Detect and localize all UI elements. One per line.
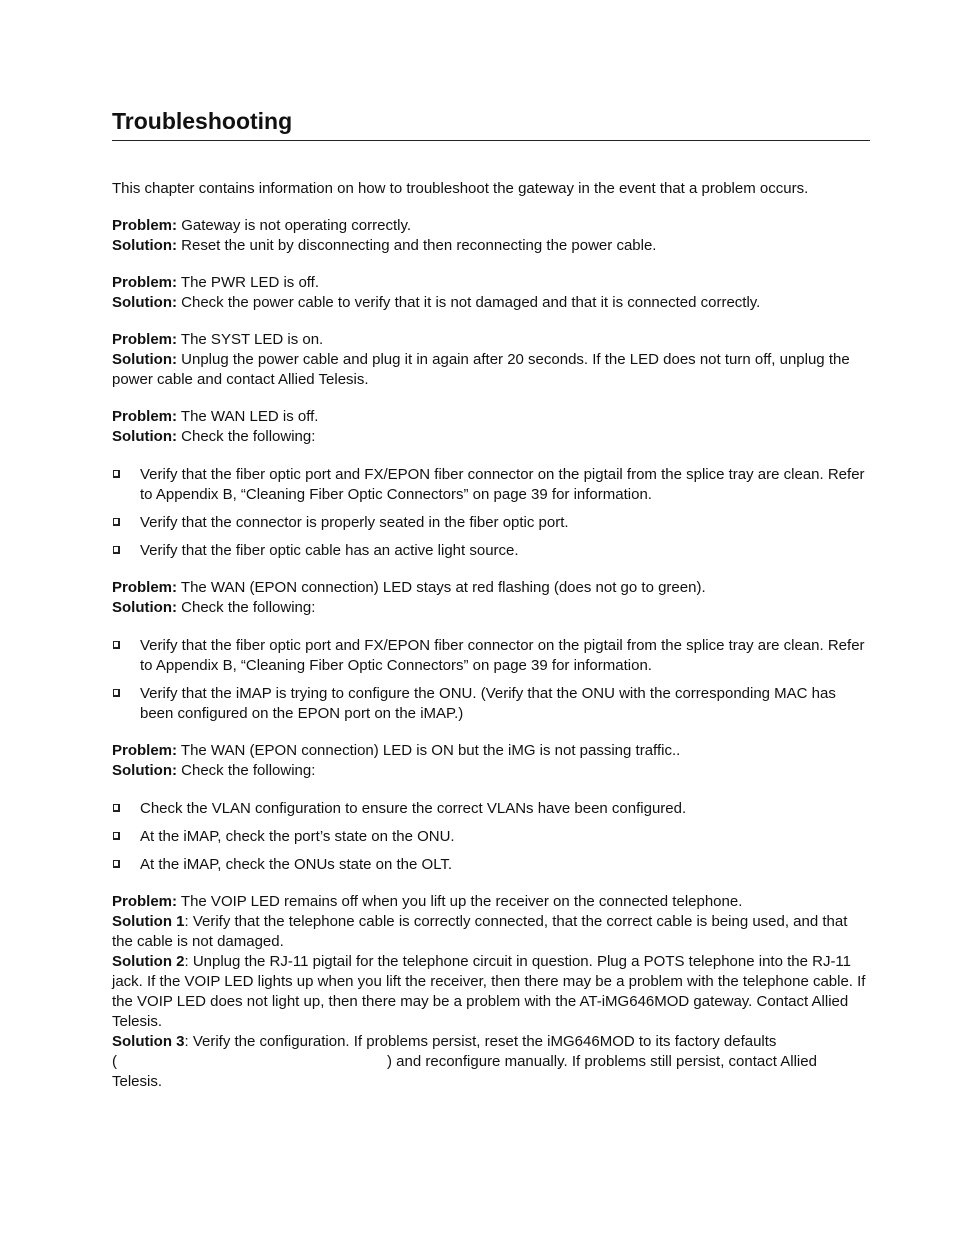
- problem-label: Problem:: [112, 274, 178, 291]
- checklist-item: [112, 684, 870, 724]
- checklist-item: [112, 513, 870, 533]
- checkbox-bullet-icon: [113, 860, 120, 868]
- solution-text: Unplug the power cable and plug it in again after 20 seconds. If the LED does not turn off, unplug the power cable and contact Allied Telesis.: [112, 351, 850, 388]
- problem-line: [112, 330, 870, 350]
- problem-line: [112, 273, 870, 293]
- solution-text: Check the following:: [181, 762, 316, 779]
- solution-text: Check the following:: [181, 428, 316, 445]
- solution-line: [112, 427, 870, 447]
- checkbox-bullet-icon: [113, 689, 120, 697]
- solution-label: Solution:: [112, 762, 177, 779]
- problem-line: [112, 892, 870, 912]
- solution-2-label: Solution 2: [112, 953, 185, 970]
- solution-2-text: : Unplug the RJ-11 pigtail for the telephone circuit in question. Plug a POTS telephone into the RJ-11 jack. If the VOIP LED lights up when you lift the receiver, then there may be a problem with the telephone cable. If the VOIP LED does not light up, then there may be a problem with the AT-iMG646MOD gateway. Contact Allied Telesis.: [112, 953, 866, 1030]
- solution-1-text: : Verify that the telephone cable is correctly connected, that the correct cable is being used, and that the cable is not damaged.: [112, 913, 848, 950]
- problem-block-gateway: [112, 216, 870, 256]
- checklist-item: [112, 465, 870, 505]
- problem-label: Problem:: [112, 331, 178, 348]
- checkbox-bullet-icon: [113, 546, 120, 554]
- problem-text: The VOIP LED remains off when you lift up the receiver on the connected telephone.: [180, 893, 743, 910]
- solution-line: [112, 293, 870, 313]
- checklist-wan-on-no-traffic: [112, 799, 870, 875]
- solution-line: [112, 598, 870, 618]
- checklist-wan-red-flashing: [112, 636, 870, 724]
- checkbox-bullet-icon: [113, 804, 120, 812]
- solution-3-label: Solution 3: [112, 1033, 185, 1050]
- solution-label: Solution:: [112, 428, 177, 445]
- solution-3-open-paren: (: [112, 1053, 117, 1070]
- title-rule: [112, 140, 870, 141]
- problem-text: The WAN (EPON connection) LED stays at red flashing (does not go to green).: [180, 579, 706, 596]
- checklist-item: [112, 799, 870, 819]
- solution-1-label: Solution 1: [112, 913, 185, 930]
- solution-label: Solution:: [112, 294, 177, 311]
- problem-block-syst-led: [112, 330, 870, 390]
- problem-label: Problem:: [112, 579, 178, 596]
- solution-label: Solution:: [112, 351, 177, 368]
- problem-line: [112, 741, 870, 761]
- checklist-item: [112, 636, 870, 676]
- solution-2-line: [112, 952, 870, 1032]
- solution-line: [112, 350, 870, 390]
- problem-block-voip-led: [112, 892, 870, 1092]
- checkbox-bullet-icon: [113, 470, 120, 478]
- problem-block-pwr-led: [112, 273, 870, 313]
- solution-line: [112, 761, 870, 781]
- document-body: [112, 179, 870, 1109]
- checkbox-bullet-icon: [113, 832, 120, 840]
- checklist-item: [112, 541, 870, 561]
- problem-text: The WAN LED is off.: [180, 408, 319, 425]
- problem-block-wan-red-flashing: [112, 578, 870, 618]
- solution-text: Check the following:: [181, 599, 316, 616]
- solution-3-text: : Verify the configuration. If problems persist, reset the iMG646MOD to its factory defaults: [184, 1033, 777, 1050]
- problem-text: The SYST LED is on.: [180, 331, 324, 348]
- solution-line: [112, 236, 870, 256]
- checklist-item-text: Check the VLAN configuration to ensure the correct VLANs have been configured.: [140, 800, 687, 817]
- checklist-item-text: Verify that the fiber optic cable has an active light source.: [140, 542, 519, 559]
- checklist-item-text: Verify that the fiber optic port and FX/EPON fiber connector on the pigtail from the splice tray are clean. Refer to Appendix B, “Cleaning Fiber Optic Connectors” on page 39 for information.: [140, 466, 865, 503]
- problem-text: The PWR LED is off.: [180, 274, 320, 291]
- checklist-item-text: Verify that the fiber optic port and FX/EPON fiber connector on the pigtail from the splice tray are clean. Refer to Appendix B, “Cleaning Fiber Optic Connectors” on page 39 for information.: [140, 637, 865, 674]
- problem-line: [112, 578, 870, 598]
- page-title: Troubleshooting: [112, 108, 293, 134]
- intro-paragraph: This chapter contains information on how to troubleshoot the gateway in the event that a problem occurs.: [112, 180, 809, 197]
- problem-block-wan-on-no-traffic: [112, 741, 870, 781]
- checklist-item-text: Verify that the connector is properly seated in the fiber optic port.: [140, 514, 569, 531]
- checklist-wan-led-off: [112, 465, 870, 561]
- checkbox-bullet-icon: [113, 518, 120, 526]
- checklist-item-text: At the iMAP, check the ONUs state on the OLT.: [140, 856, 453, 873]
- solution-text: Reset the unit by disconnecting and then reconnecting the power cable.: [181, 237, 657, 254]
- problem-block-wan-led-off: [112, 407, 870, 447]
- checkbox-bullet-icon: [113, 641, 120, 649]
- solution-3-line: [112, 1032, 870, 1092]
- problem-text: The WAN (EPON connection) LED is ON but the iMG is not passing traffic..: [180, 742, 681, 759]
- checklist-item: [112, 827, 870, 847]
- problem-line: [112, 407, 870, 427]
- solution-label: Solution:: [112, 237, 177, 254]
- checklist-item-text: Verify that the iMAP is trying to configure the ONU. (Verify that the ONU with the corresponding MAC has been configured on the EPON port on the iMAP.): [140, 685, 836, 722]
- problem-label: Problem:: [112, 742, 178, 759]
- checklist-item: [112, 855, 870, 875]
- solution-text: Check the power cable to verify that it is not damaged and that it is connected correctly.: [181, 294, 761, 311]
- checklist-item-text: At the iMAP, check the port’s state on the ONU.: [140, 828, 455, 845]
- problem-label: Problem:: [112, 217, 178, 234]
- problem-label: Problem:: [112, 893, 178, 910]
- solution-3-text-end: ) and reconfigure manually. If problems still persist, contact Allied Telesis.: [112, 1053, 817, 1090]
- problem-text: Gateway is not operating correctly.: [181, 217, 412, 234]
- solution-1-line: [112, 912, 870, 952]
- problem-line: [112, 216, 870, 236]
- solution-label: Solution:: [112, 599, 177, 616]
- problem-label: Problem:: [112, 408, 178, 425]
